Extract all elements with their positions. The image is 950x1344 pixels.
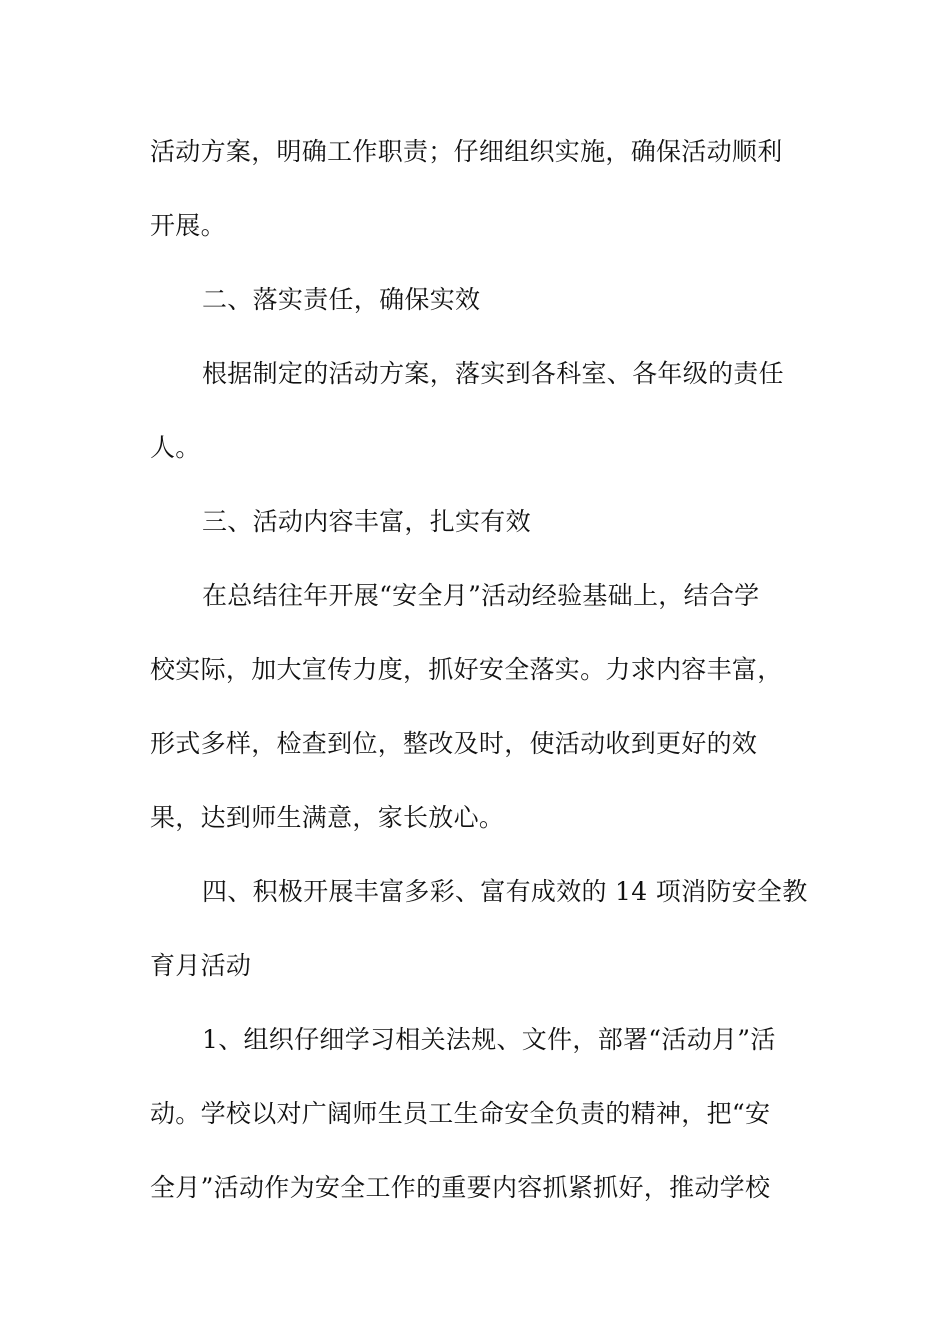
text-line: 形式多样，检查到位，整改及时，使活动收到更好的效 xyxy=(150,729,758,758)
text-line: 人。 xyxy=(150,433,201,462)
text-line: 动。学校以对广阔师生员工生命安全负责的精神，把“安 xyxy=(150,1099,771,1128)
list-item-1: 1、组织仔细学习相关法规、文件，部署“活动月”活 xyxy=(202,1025,776,1054)
text-line: 开展。 xyxy=(150,211,226,240)
text-line: 果，达到师生满意，家长放心。 xyxy=(150,803,505,832)
text-line: 在总结往年开展“安全月”活动经验基础上，结合学 xyxy=(202,581,760,610)
text-line: 全月”活动作为安全工作的重要内容抓紧抓好，推动学校 xyxy=(150,1173,771,1202)
text-line: 活动方案，明确工作职责；仔细组织实施，确保活动顺利 xyxy=(150,137,783,166)
section-heading-2: 二、落实责任，确保实效 xyxy=(202,285,481,314)
section-heading-3: 三、活动内容丰富，扎实有效 xyxy=(202,507,531,536)
text-line: 校实际，加大宣传力度，抓好安全落实。力求内容丰富， xyxy=(150,655,783,684)
section-heading-4: 四、积极开展丰富多彩、富有成效的 14 项消防安全教 xyxy=(202,877,808,906)
text-line: 育月活动 xyxy=(150,951,252,980)
text-line: 根据制定的活动方案，落实到各科室、各年级的责任 xyxy=(202,359,784,388)
